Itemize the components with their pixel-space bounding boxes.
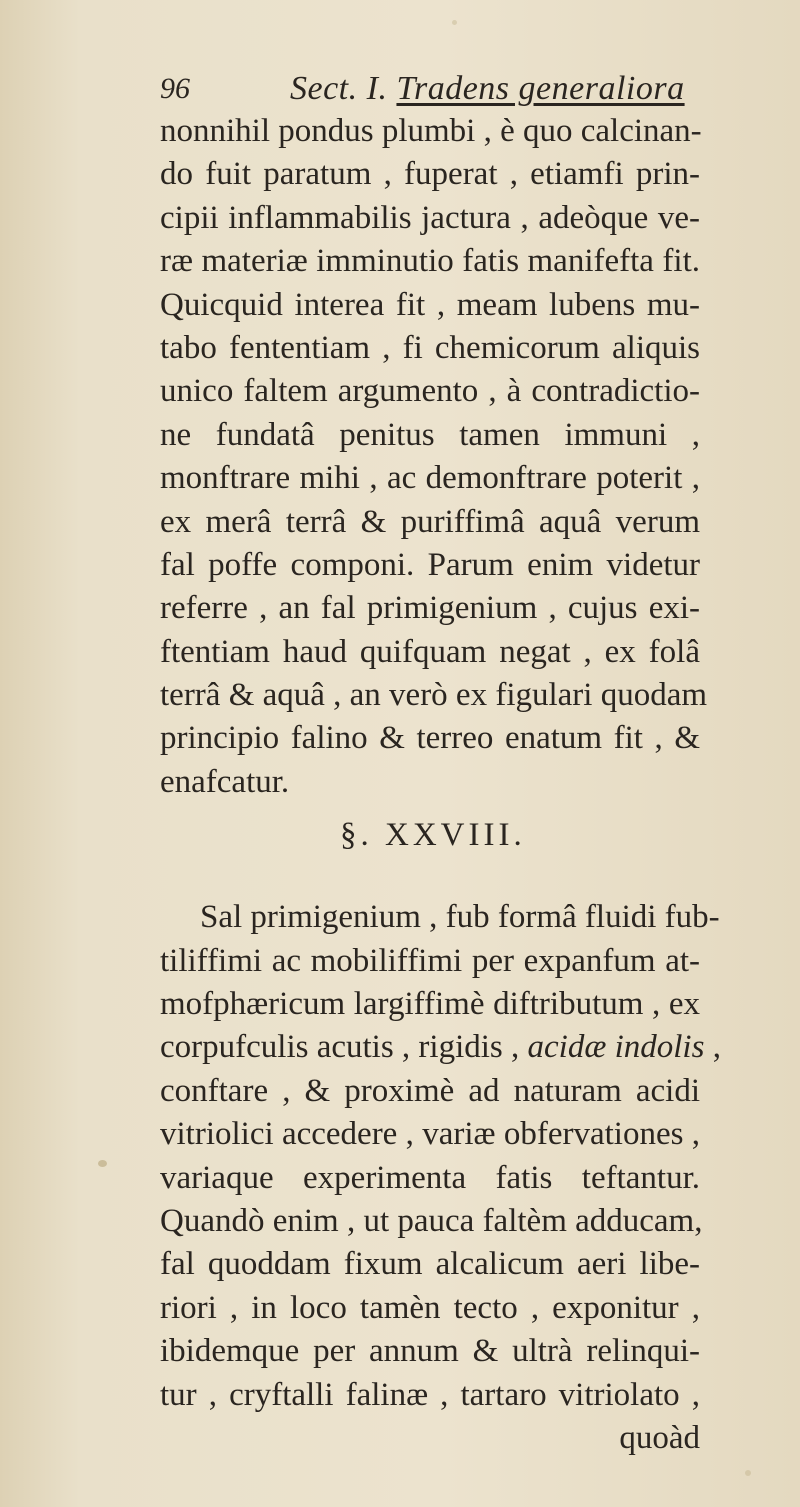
text-line: tabo fententiam , fi chemicorum aliquis (160, 329, 700, 366)
text-line: ræ materiæ imminutio fatis manifefta fit. (160, 243, 700, 280)
section-heading: §. XXVIII. (340, 817, 526, 854)
text-line: ibidemque per annum & ultrà relinqui- (160, 1333, 700, 1370)
text-line: nonnihil pondus plumbi , è quo calcinan- (160, 113, 702, 149)
text-line: tiliffimi ac mobiliffimi per expanfum at- (160, 942, 700, 979)
text-segment: corpufculis acutis , rigidis , (160, 1029, 520, 1066)
text-line: monftrare mihi , ac demonftrare poterit , (160, 460, 700, 497)
text-line: ftentiam haud quifquam negat , ex folâ (160, 633, 700, 670)
text-line: unico faltem argumento , à contradictio- (160, 373, 700, 410)
text-line: vitriolici accedere , variæ obfervationes , (160, 1116, 700, 1153)
text-line: variaque experimenta fatis teftantur. (160, 1159, 700, 1196)
text-line: referre , an fal primigenium , cujus exi- (160, 590, 700, 627)
section-title: Tradens generaliora (396, 70, 685, 107)
text-line: Sal primigenium , fub formâ fluidi fub- (200, 899, 720, 936)
text-line: ex merâ terrâ & puriffimâ aquâ verum (160, 503, 700, 540)
text-line: riori , in loco tamèn tecto , exponitur , (160, 1289, 700, 1326)
text-line: conftare , & proximè ad naturam acidi (160, 1072, 700, 1109)
text-line: do fuit paratum , fuperat , etiamfi prin- (160, 156, 700, 193)
text-line: tur , cryftalli falinæ , tartaro vitriolato , (160, 1376, 700, 1413)
running-title (290, 70, 685, 108)
text-line: Quicquid interea fit , meam lubens mu- (160, 286, 700, 323)
text-line: Quandò enim , ut pauca faltèm adducam, (160, 1202, 703, 1239)
text-line-with-italic (160, 1026, 721, 1069)
text-line: mofphæricum largiffimè diftributum , ex (160, 986, 700, 1023)
text-line: cipii inflammabilis jactura , adeòque ve- (160, 199, 700, 236)
text-segment: , (712, 1029, 721, 1066)
running-head (140, 70, 700, 112)
italic-phrase: acidæ indolis (527, 1029, 705, 1066)
page-number: 96 (160, 72, 190, 105)
text-line: terrâ & aquâ , an verò ex figulari quodam (160, 677, 708, 714)
paragraph-1 (160, 110, 708, 804)
paragraph-2 (160, 896, 721, 1460)
text-line: fal quoddam fixum alcalicum aeri libe- (160, 1246, 700, 1283)
paragraph-2-rest (160, 1070, 703, 1417)
text-line: fal poffe componi. Parum enim videtur (160, 546, 700, 583)
catchword: quoàd (619, 1419, 700, 1456)
text-line: enafcatur. (160, 763, 290, 800)
section-label: Sect. I. (290, 70, 388, 107)
text-line: ne fundatâ penitus tamen immuni , (160, 416, 700, 453)
main-text (160, 110, 721, 1460)
text-line: principio falino & terreo enatum fit , & (160, 720, 700, 757)
